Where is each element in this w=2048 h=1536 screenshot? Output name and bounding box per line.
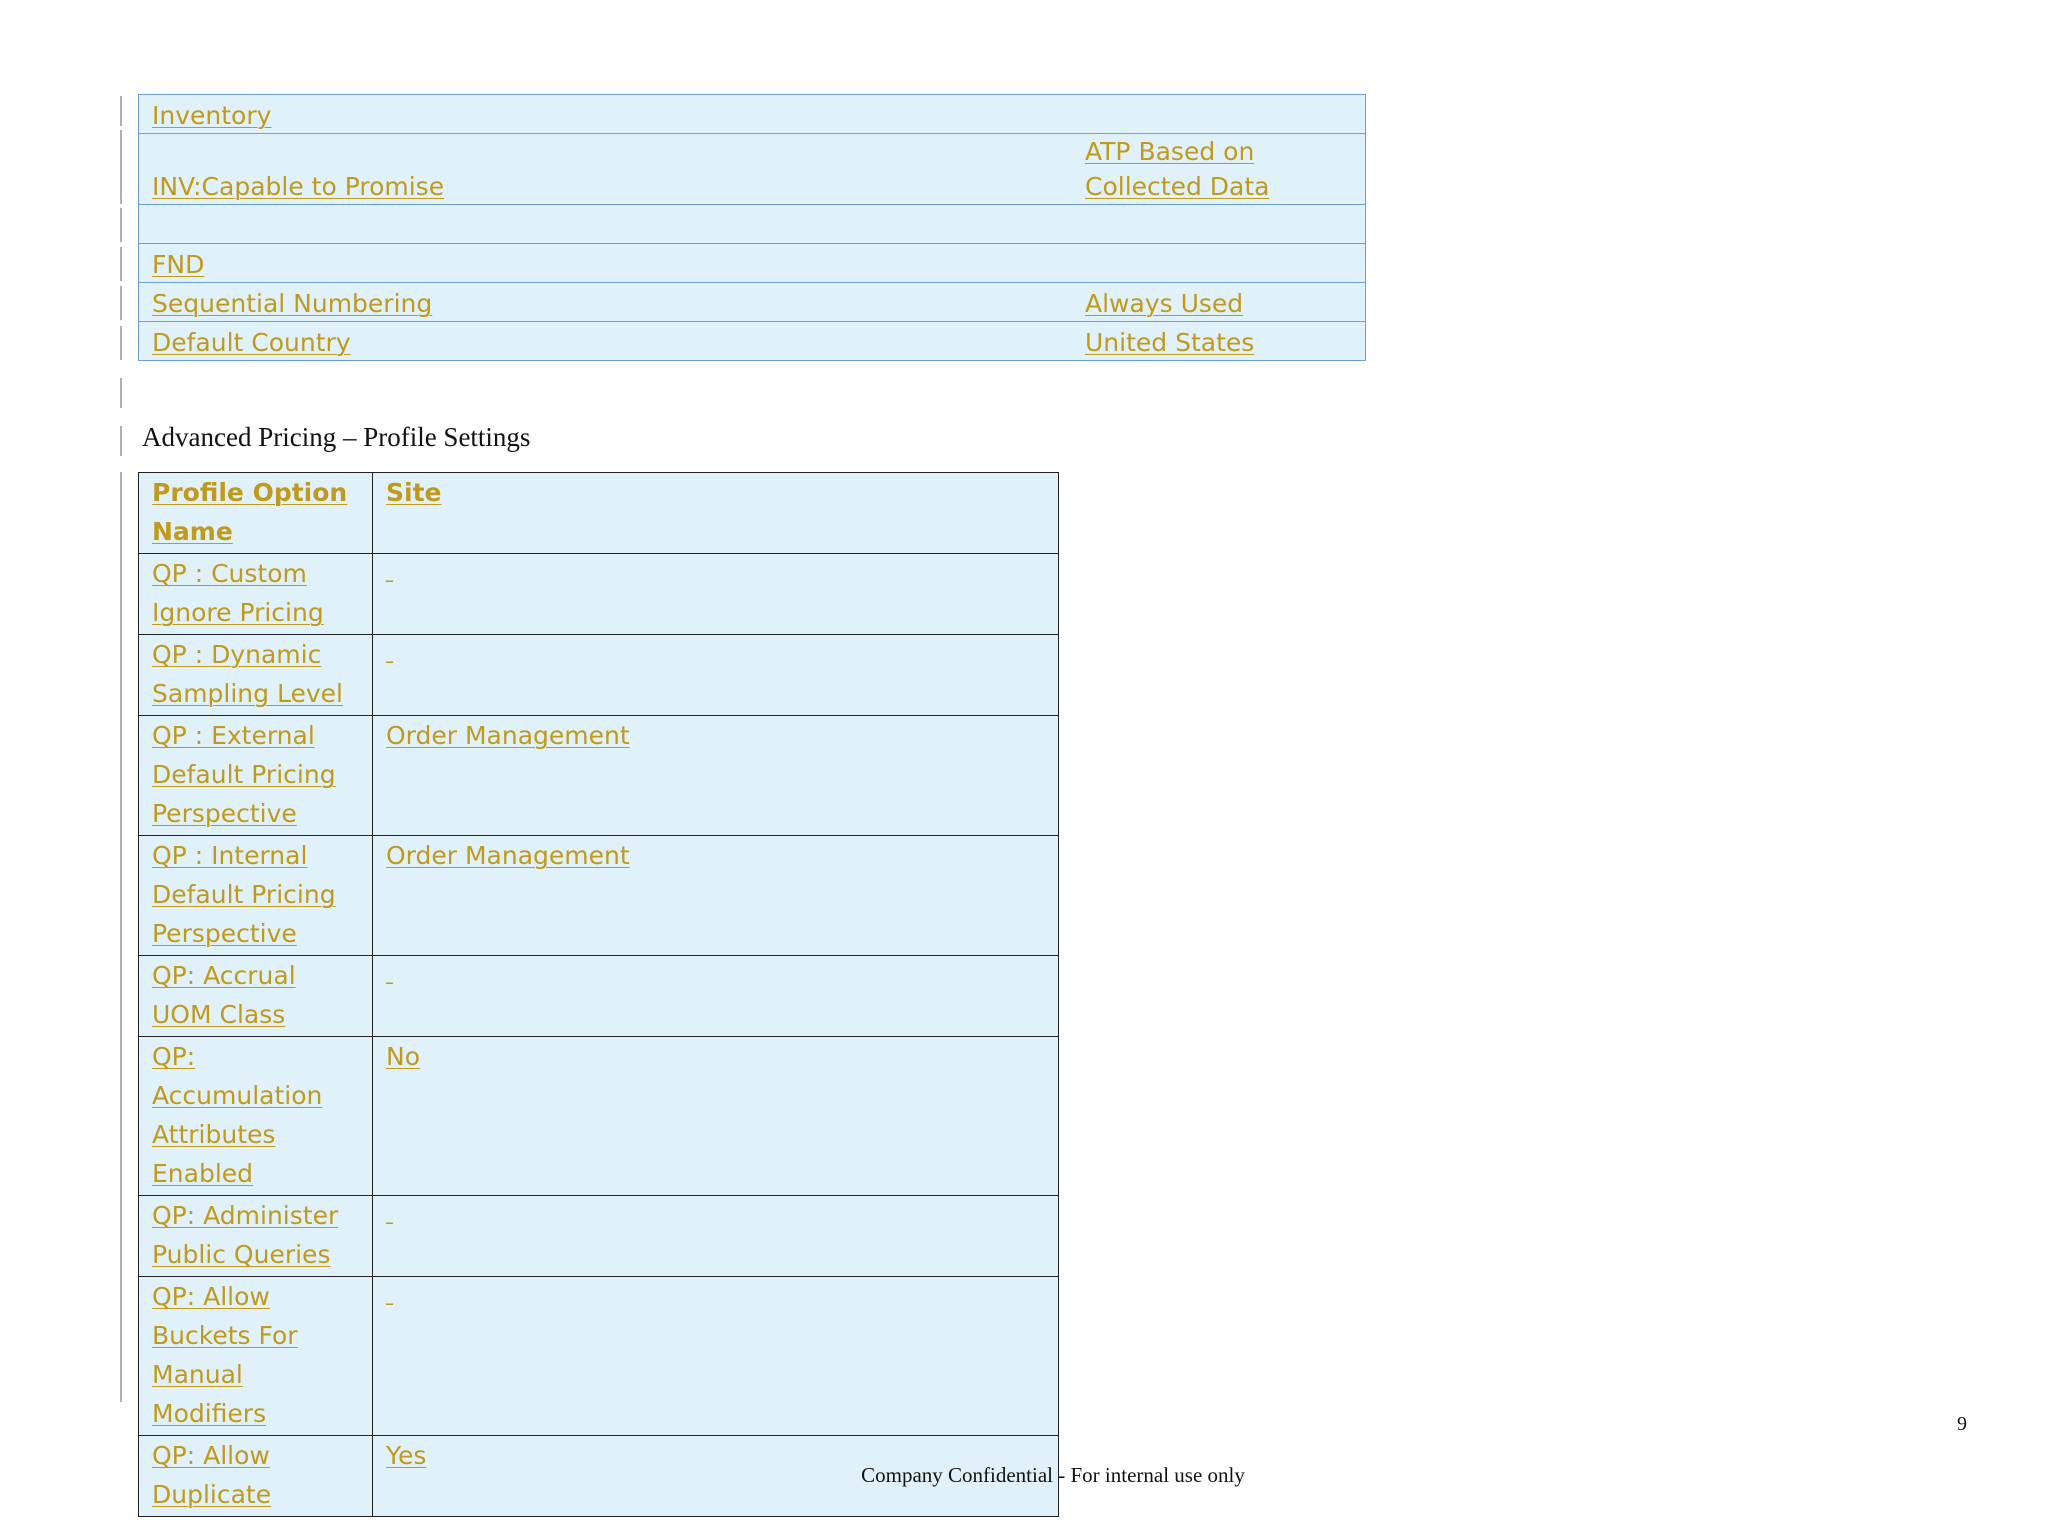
table-row — [139, 836, 1059, 956]
change-bar — [120, 326, 122, 360]
table-row — [139, 1277, 1059, 1436]
profile-link-capable-to-promise[interactable]: INV:Capable to Promise — [152, 172, 445, 201]
change-bar — [120, 378, 122, 408]
change-bar — [120, 130, 122, 204]
table-row — [139, 554, 1059, 635]
advanced-pricing-profile-table — [138, 472, 1059, 1517]
table-row — [139, 134, 1366, 205]
change-bar — [120, 286, 122, 320]
table-row — [139, 635, 1059, 716]
profile-option-link[interactable]: QP: Administer Public Queries — [152, 1201, 339, 1269]
page-number: 9 — [1957, 1413, 1967, 1435]
value-link-always-used[interactable]: Always Used — [1085, 289, 1244, 318]
inventory-profile-table — [138, 94, 1366, 361]
profile-option-link[interactable]: QP : Dynamic Sampling Level — [152, 640, 343, 708]
value-link-atp[interactable]: ATP Based on Collected Data — [1085, 137, 1270, 201]
value-link-united-states[interactable]: United States — [1085, 328, 1255, 357]
profile-option-link[interactable]: QP : Custom Ignore Pricing — [152, 559, 324, 627]
table-row — [139, 956, 1059, 1037]
column-header-profile-option-name[interactable]: Profile Option Name — [152, 478, 348, 546]
table-row — [139, 716, 1059, 836]
table-row — [139, 1037, 1059, 1196]
change-bar — [120, 426, 122, 456]
footer-confidential-notice: Company Confidential - For internal use only — [861, 1463, 1245, 1487]
profile-link-inventory[interactable]: Inventory — [152, 101, 272, 130]
site-value-link[interactable]: Order Management — [386, 721, 630, 750]
site-value-link[interactable]: _ — [386, 1289, 393, 1305]
site-value-link[interactable]: Yes — [386, 1441, 427, 1470]
profile-link-default-country[interactable]: Default Country — [152, 328, 351, 357]
change-bar — [120, 208, 122, 242]
site-value-link[interactable]: No — [386, 1042, 420, 1071]
table-row — [139, 95, 1366, 134]
table-row — [139, 283, 1366, 322]
table-row — [139, 205, 1366, 244]
table-row — [139, 322, 1366, 361]
profile-option-link[interactable]: QP : External Default Pricing Perspective — [152, 721, 336, 828]
column-header-site[interactable]: Site — [386, 478, 442, 507]
change-bar — [120, 472, 122, 1402]
site-value-link[interactable]: _ — [386, 968, 393, 984]
profile-link-sequential-numbering[interactable]: Sequential Numbering — [152, 289, 433, 318]
site-value-link[interactable]: _ — [386, 647, 393, 663]
table-row — [139, 1196, 1059, 1277]
table-header-row — [139, 473, 1059, 554]
profile-link-fnd[interactable]: FND — [152, 250, 205, 279]
profile-option-link[interactable]: QP: Accrual UOM Class — [152, 961, 296, 1029]
site-value-link[interactable]: Order Management — [386, 841, 630, 870]
table-row — [139, 244, 1366, 283]
profile-option-link[interactable]: QP: Allow Buckets For Manual Modifiers — [152, 1282, 298, 1428]
site-value-link[interactable]: _ — [386, 1208, 393, 1224]
site-value-link[interactable]: _ — [386, 566, 393, 582]
section-title: Advanced Pricing – Profile Settings — [142, 422, 531, 452]
profile-option-link[interactable]: QP : Internal Default Pricing Perspective — [152, 841, 336, 948]
profile-option-link[interactable]: QP: Allow Duplicate — [152, 1441, 272, 1509]
change-bar — [120, 96, 122, 126]
profile-option-link[interactable]: QP: Accumulation Attributes Enabled — [152, 1042, 323, 1188]
change-bar — [120, 247, 122, 281]
